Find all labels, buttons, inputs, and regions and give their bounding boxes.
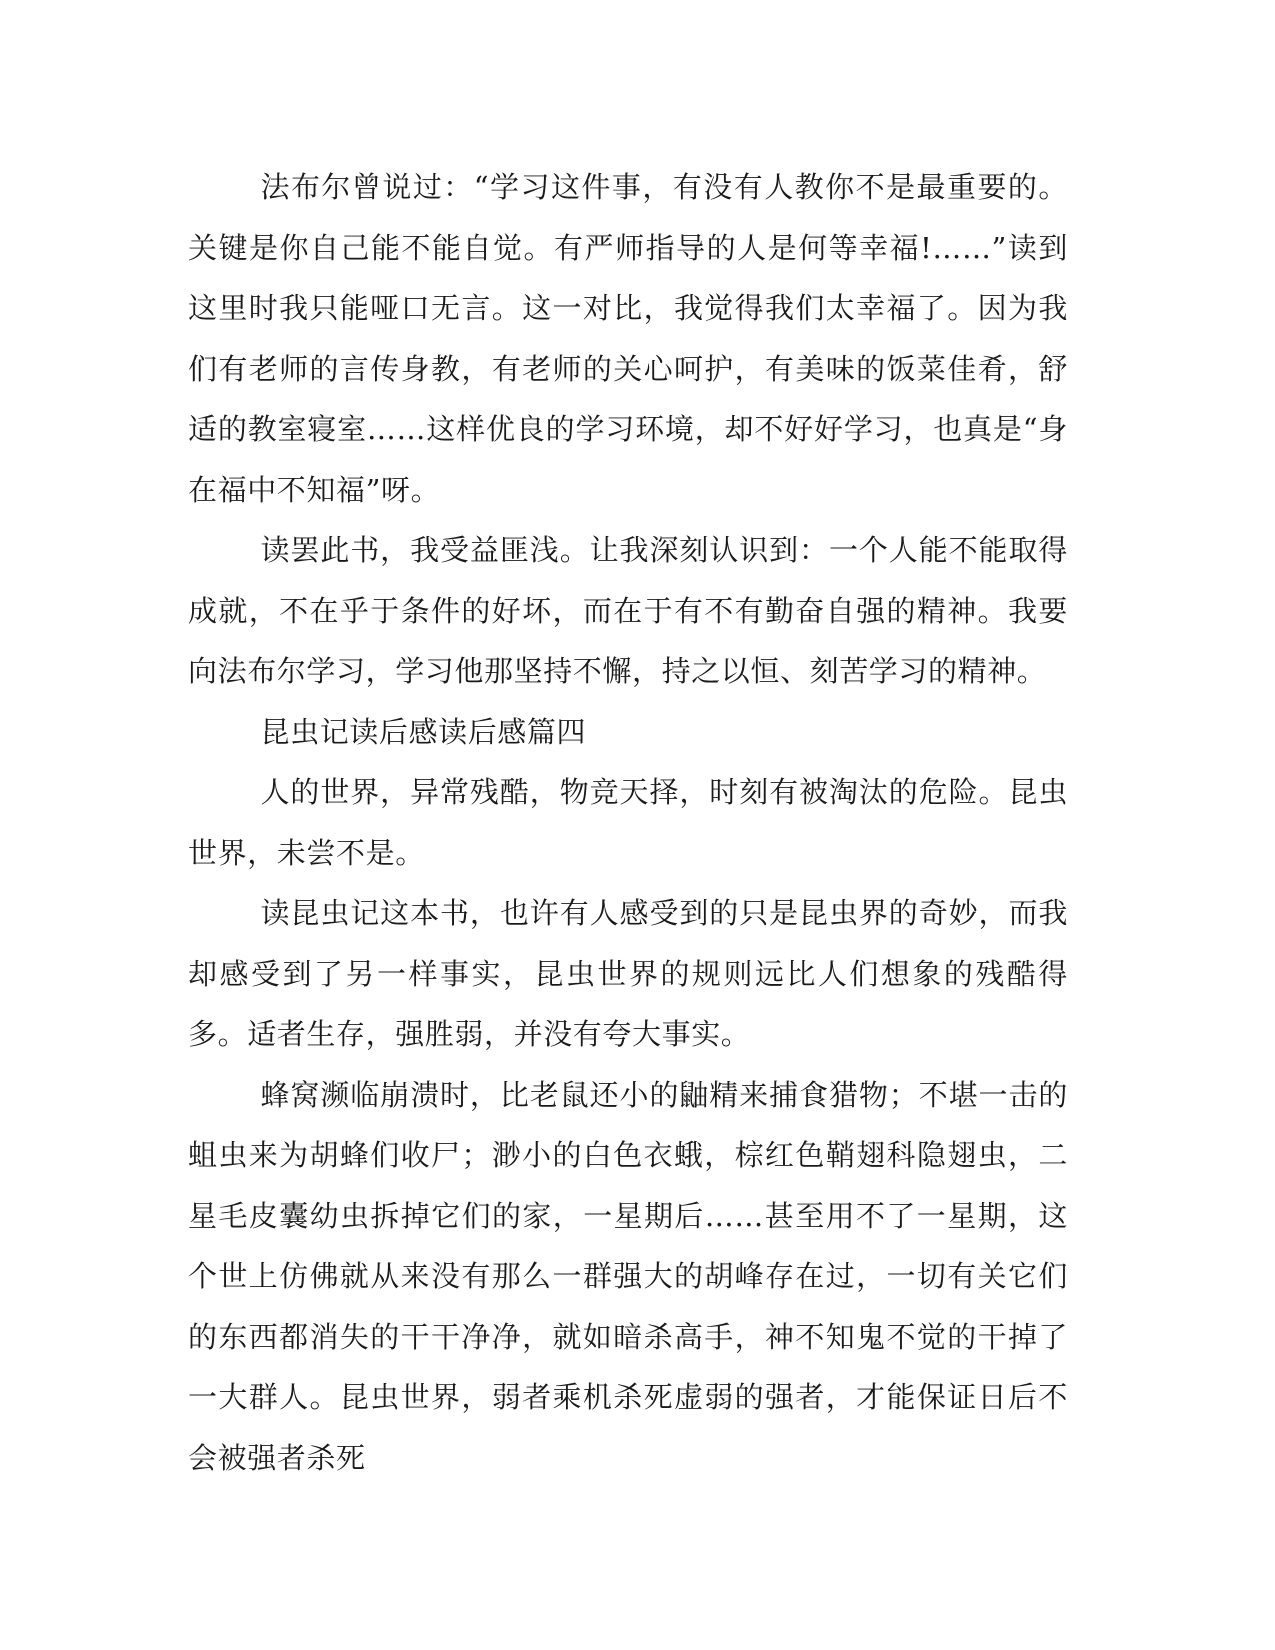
paragraph-reflection: 读罢此书，我受益匪浅。让我深刻认识到：一个人能不能取得成就，不在乎于条件的好坏，而在于有不有勤奋自强的精神。我要向法布尔学习，学习他那坚持不懈，持之以恒、刻苦学习的精神。 [188, 533, 1068, 688]
paragraph-reading-insight: 读昆虫记这本书，也许有人感受到的只是昆虫界的奇妙，而我却感受到了另一样事实，昆虫世界的规则远比人们想象的残酷得多。适者生存，强胜弱，并没有夸大事实。 [188, 896, 1068, 1051]
section-heading: 昆虫记读后感读后感篇四 [260, 714, 587, 749]
paragraph-fabre-quote: 法布尔曾说过：“学习这件事，有没有人教你不是最重要的。关键是你自己能不能自觉。有严师指导的人是何等幸福!……”读到这里时我只能哑口无言。这一对比，我觉得我们太幸福了。因为我们有老师的言传身教，有老师的关心呵护，有美味的饭菜佳肴，舒适的教室寝室……这样优良的学习环境，却不好好学习，也真是“身在福中不知福”呀。 [188, 170, 1068, 507]
body-text [188, 157, 1068, 1488]
paragraph-wasp-nest: 蜂窝濒临崩溃时，比老鼠还小的鼬精来捕食猎物；不堪一击的蛆虫来为胡蜂们收尸；渺小的白色衣蛾，棕红色鞘翅科隐翅虫，二星毛皮囊幼虫拆掉它们的家，一星期后……甚至用不了一星期，这个世上仿佛就从来没有那么一群强大的胡峰存在过，一切有关它们的东西都消失的干干净净，就如暗杀高手，神不知鬼不觉的干掉了一大群人。昆虫世界，弱者乘机杀死虚弱的强者，才能保证日后不会被强者杀死 [188, 1077, 1068, 1475]
paragraph-human-world: 人的世界，异常残酷，物竞天择，时刻有被淘汰的危险。昆虫世界，未尝不是。 [188, 775, 1068, 870]
